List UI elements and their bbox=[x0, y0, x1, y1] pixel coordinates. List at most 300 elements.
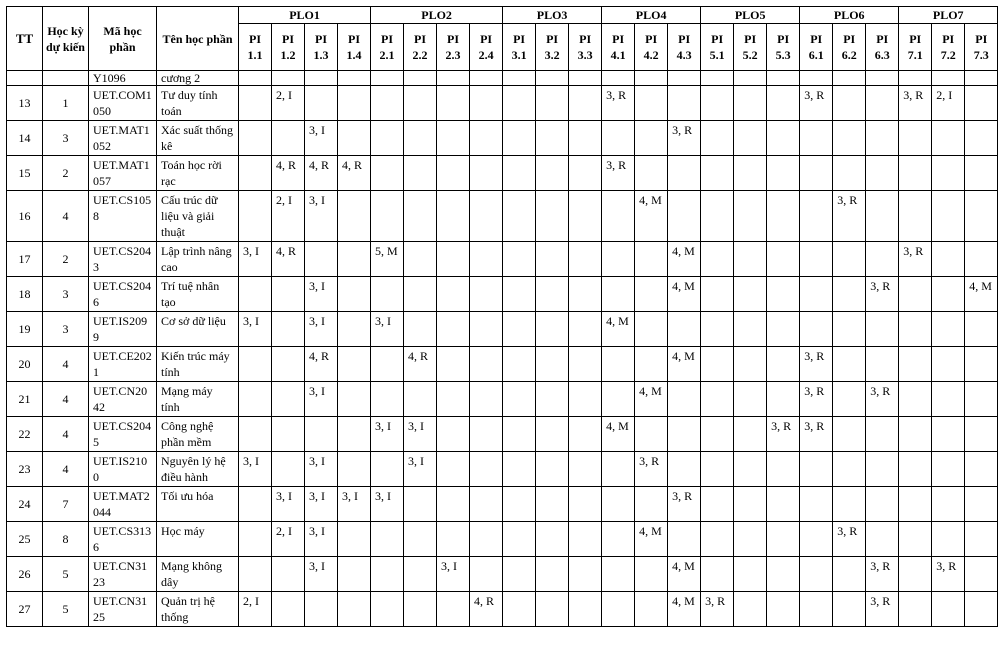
cell-pi-mark bbox=[239, 191, 272, 242]
cell-pi-mark bbox=[932, 522, 965, 557]
cell-pi-mark bbox=[866, 312, 899, 347]
cell-pi-mark bbox=[239, 417, 272, 452]
cell-ten-hoc-phan: Nguyên lý hệ điều hành bbox=[157, 452, 239, 487]
cell-pi-mark: 4, R bbox=[470, 592, 503, 627]
cell-pi-mark bbox=[800, 487, 833, 522]
cell-ten-hoc-phan: Học máy bbox=[157, 522, 239, 557]
cell-pi-mark bbox=[866, 347, 899, 382]
header-pi: PI 2.2 bbox=[404, 24, 437, 71]
cell-pi-mark bbox=[404, 487, 437, 522]
header-plo-group: PLO3 bbox=[503, 7, 602, 24]
cell-pi-mark: 3, R bbox=[635, 452, 668, 487]
cell-pi-mark bbox=[899, 592, 932, 627]
cell-ma-hoc-phan: UET.IS2100 bbox=[89, 452, 157, 487]
cell-pi-mark bbox=[965, 242, 998, 277]
cell-pi-mark bbox=[899, 191, 932, 242]
cell-pi-mark bbox=[470, 156, 503, 191]
cell-pi-mark bbox=[734, 121, 767, 156]
cell-pi-mark: 3, R bbox=[899, 86, 932, 121]
cell-pi-mark bbox=[338, 452, 371, 487]
cell-ma-hoc-phan: UET.MAT1057 bbox=[89, 156, 157, 191]
cell-pi-mark bbox=[371, 592, 404, 627]
cell-pi-mark: 3, R bbox=[767, 417, 800, 452]
cell-pi-mark bbox=[536, 86, 569, 121]
cell-pi-mark: 2, I bbox=[239, 592, 272, 627]
cell-pi-mark: 3, I bbox=[305, 191, 338, 242]
cell-hoc-ky: 2 bbox=[43, 156, 89, 191]
header-pi: PI 1.1 bbox=[239, 24, 272, 71]
cell-hoc-ky: 4 bbox=[43, 452, 89, 487]
cell-pi-mark bbox=[899, 522, 932, 557]
cell-pi-mark bbox=[371, 86, 404, 121]
cell-pi-mark bbox=[767, 557, 800, 592]
cell-pi-mark: 4, R bbox=[305, 156, 338, 191]
cell-pi-mark: 4, M bbox=[602, 312, 635, 347]
cell-pi-mark bbox=[833, 277, 866, 312]
cell-pi-mark bbox=[569, 312, 602, 347]
cell-pi-mark bbox=[602, 347, 635, 382]
cell-pi-mark bbox=[899, 557, 932, 592]
cell-pi-mark bbox=[635, 312, 668, 347]
cell-pi-mark: 3, R bbox=[800, 382, 833, 417]
cell-pi-mark bbox=[602, 191, 635, 242]
cell-pi-mark bbox=[866, 156, 899, 191]
table-row bbox=[7, 592, 998, 627]
cell-pi-mark bbox=[965, 417, 998, 452]
cell-pi-mark bbox=[536, 156, 569, 191]
cell-pi-mark bbox=[932, 121, 965, 156]
cell-pi-empty bbox=[965, 71, 998, 86]
cell-pi-mark bbox=[272, 592, 305, 627]
cell-pi-mark bbox=[701, 417, 734, 452]
cell-pi-mark bbox=[668, 522, 701, 557]
cell-tt: 14 bbox=[7, 121, 43, 156]
header-pi: PI 3.3 bbox=[569, 24, 602, 71]
cell-pi-mark: 3, I bbox=[239, 312, 272, 347]
cell-pi-mark bbox=[503, 487, 536, 522]
cell-pi-mark bbox=[239, 382, 272, 417]
cell-pi-mark bbox=[932, 592, 965, 627]
cell-pi-mark bbox=[767, 382, 800, 417]
cell-hoc-ky: 4 bbox=[43, 382, 89, 417]
cell-ma-hoc-phan: UET.MAT2044 bbox=[89, 487, 157, 522]
cell-pi-empty bbox=[800, 71, 833, 86]
cell-pi-mark bbox=[569, 382, 602, 417]
cell-pi-mark bbox=[569, 487, 602, 522]
cell-pi-mark bbox=[965, 557, 998, 592]
cell-pi-mark bbox=[338, 242, 371, 277]
cell-pi-mark: 3, R bbox=[800, 417, 833, 452]
cell-pi-mark bbox=[404, 277, 437, 312]
cell-pi-mark bbox=[635, 347, 668, 382]
cell-pi-empty bbox=[239, 71, 272, 86]
header-pi: PI 2.4 bbox=[470, 24, 503, 71]
cell-ma-hoc-phan: UET.CS2043 bbox=[89, 242, 157, 277]
cell-ten-hoc-phan: Lập trình nâng cao bbox=[157, 242, 239, 277]
cell-pi-mark: 3, I bbox=[272, 487, 305, 522]
cell-pi-mark bbox=[833, 156, 866, 191]
cell-pi-mark bbox=[470, 557, 503, 592]
cell-pi-mark bbox=[899, 156, 932, 191]
cell-pi-mark bbox=[503, 277, 536, 312]
cell-pi-mark bbox=[932, 347, 965, 382]
cell-pi-mark bbox=[470, 522, 503, 557]
table-row bbox=[7, 557, 998, 592]
cell-ma-hoc-phan: Y1096 bbox=[89, 71, 157, 86]
cell-pi-mark bbox=[932, 191, 965, 242]
cell-pi-mark bbox=[437, 592, 470, 627]
cell-pi-mark bbox=[734, 452, 767, 487]
cell-pi-mark bbox=[371, 452, 404, 487]
cell-pi-mark: 2, I bbox=[272, 86, 305, 121]
cell-pi-mark bbox=[404, 522, 437, 557]
cell-pi-mark: 4, M bbox=[668, 347, 701, 382]
cell-pi-mark bbox=[635, 557, 668, 592]
cell-ma-hoc-phan: UET.COM1050 bbox=[89, 86, 157, 121]
cell-pi-mark: 4, R bbox=[272, 242, 305, 277]
cell-ma-hoc-phan: UET.CS3136 bbox=[89, 522, 157, 557]
cell-ma-hoc-phan: UET.MAT1052 bbox=[89, 121, 157, 156]
cell-ma-hoc-phan: UET.IS2099 bbox=[89, 312, 157, 347]
cell-tt: 20 bbox=[7, 347, 43, 382]
cell-pi-mark bbox=[767, 312, 800, 347]
header-pi: PI 5.2 bbox=[734, 24, 767, 71]
cell-pi-mark bbox=[866, 191, 899, 242]
cell-pi-empty bbox=[470, 71, 503, 86]
table-row bbox=[7, 382, 998, 417]
header-pi: PI 1.2 bbox=[272, 24, 305, 71]
cell-pi-mark bbox=[569, 121, 602, 156]
cell-pi-mark bbox=[734, 86, 767, 121]
cell-pi-mark bbox=[965, 312, 998, 347]
cell-pi-mark bbox=[701, 487, 734, 522]
cell-ten-hoc-phan: Tối ưu hóa bbox=[157, 487, 239, 522]
cell-pi-empty bbox=[668, 71, 701, 86]
cell-pi-mark bbox=[800, 156, 833, 191]
cell-pi-mark bbox=[470, 312, 503, 347]
cell-hoc-ky: 3 bbox=[43, 121, 89, 156]
cell-pi-mark: 3, R bbox=[800, 347, 833, 382]
cell-pi-mark bbox=[833, 417, 866, 452]
cell-pi-mark bbox=[338, 557, 371, 592]
cell-tt: 24 bbox=[7, 487, 43, 522]
cell-pi-empty bbox=[569, 71, 602, 86]
cell-pi-mark bbox=[767, 592, 800, 627]
cell-tt: 21 bbox=[7, 382, 43, 417]
cell-pi-mark bbox=[602, 557, 635, 592]
cell-pi-mark bbox=[239, 557, 272, 592]
cell-pi-mark: 3, I bbox=[371, 417, 404, 452]
cell-pi-mark bbox=[635, 121, 668, 156]
table-row bbox=[7, 86, 998, 121]
cell-pi-mark bbox=[503, 312, 536, 347]
cell-pi-mark bbox=[932, 312, 965, 347]
cell-pi-empty bbox=[866, 71, 899, 86]
cell-pi-mark bbox=[338, 382, 371, 417]
cell-pi-mark bbox=[602, 242, 635, 277]
cell-pi-mark: 4, R bbox=[338, 156, 371, 191]
cell-pi-mark: 4, M bbox=[602, 417, 635, 452]
cell-pi-mark bbox=[503, 191, 536, 242]
cell-pi-mark bbox=[338, 86, 371, 121]
cell-pi-mark bbox=[800, 277, 833, 312]
cell-pi-mark bbox=[734, 382, 767, 417]
cell-pi-mark bbox=[503, 452, 536, 487]
cell-pi-mark: 3, R bbox=[701, 592, 734, 627]
cell-pi-mark bbox=[734, 592, 767, 627]
table-row bbox=[7, 191, 998, 242]
cell-ten-hoc-phan: Công nghệ phần mềm bbox=[157, 417, 239, 452]
cell-tt: 22 bbox=[7, 417, 43, 452]
cell-pi-mark bbox=[866, 417, 899, 452]
cell-pi-mark bbox=[536, 277, 569, 312]
header-tt: TT bbox=[7, 7, 43, 71]
cell-pi-mark bbox=[305, 242, 338, 277]
header-pi: PI 6.2 bbox=[833, 24, 866, 71]
cell-pi-mark bbox=[371, 382, 404, 417]
cell-pi-mark bbox=[701, 347, 734, 382]
cell-pi-mark bbox=[239, 522, 272, 557]
cell-pi-mark bbox=[569, 156, 602, 191]
cell-pi-mark bbox=[569, 86, 602, 121]
cell-pi-mark bbox=[833, 557, 866, 592]
cell-pi-mark bbox=[569, 522, 602, 557]
cell-pi-mark bbox=[503, 86, 536, 121]
cell-pi-mark bbox=[932, 242, 965, 277]
cell-pi-mark: 4, R bbox=[404, 347, 437, 382]
cell-pi-mark bbox=[866, 487, 899, 522]
cell-pi-mark bbox=[668, 312, 701, 347]
cell-pi-mark bbox=[899, 452, 932, 487]
cell-pi-mark: 3, R bbox=[668, 487, 701, 522]
cell-pi-mark bbox=[569, 557, 602, 592]
cell-pi-mark: 3, I bbox=[239, 452, 272, 487]
cell-pi-mark bbox=[800, 452, 833, 487]
cell-pi-mark bbox=[668, 417, 701, 452]
cell-pi-mark bbox=[635, 417, 668, 452]
header-pi: PI 7.3 bbox=[965, 24, 998, 71]
cell-pi-empty bbox=[932, 71, 965, 86]
cell-pi-empty bbox=[305, 71, 338, 86]
cell-pi-mark bbox=[536, 522, 569, 557]
cell-pi-mark bbox=[635, 277, 668, 312]
table-row bbox=[7, 522, 998, 557]
cell-ten-hoc-phan: Mạng máy tính bbox=[157, 382, 239, 417]
cell-pi-mark bbox=[668, 452, 701, 487]
header-pi: PI 3.2 bbox=[536, 24, 569, 71]
cell-pi-mark bbox=[668, 156, 701, 191]
cell-pi-mark bbox=[338, 121, 371, 156]
table-row bbox=[7, 242, 998, 277]
cell-pi-mark bbox=[536, 382, 569, 417]
cell-pi-mark bbox=[569, 347, 602, 382]
cell-pi-mark bbox=[866, 121, 899, 156]
cell-pi-mark bbox=[833, 452, 866, 487]
cell-pi-mark bbox=[272, 347, 305, 382]
cell-pi-mark bbox=[734, 242, 767, 277]
cell-pi-mark bbox=[503, 242, 536, 277]
header-pi: PI 4.3 bbox=[668, 24, 701, 71]
table-body bbox=[7, 71, 998, 627]
cell-pi-mark bbox=[800, 121, 833, 156]
cell-pi-mark bbox=[272, 382, 305, 417]
cell-pi-mark bbox=[668, 382, 701, 417]
cell-pi-mark bbox=[833, 242, 866, 277]
cell-pi-mark bbox=[602, 452, 635, 487]
cell-pi-mark bbox=[437, 242, 470, 277]
cell-pi-mark: 3, I bbox=[437, 557, 470, 592]
cell-pi-mark bbox=[767, 156, 800, 191]
header-pi: PI 2.1 bbox=[371, 24, 404, 71]
cell-pi-mark bbox=[767, 86, 800, 121]
cell-pi-mark bbox=[404, 242, 437, 277]
cell-pi-mark bbox=[536, 242, 569, 277]
cell-pi-mark: 3, R bbox=[866, 382, 899, 417]
cell-pi-mark bbox=[371, 522, 404, 557]
cell-pi-mark bbox=[437, 86, 470, 121]
cell-pi-mark bbox=[470, 242, 503, 277]
table-row-partial bbox=[7, 71, 998, 86]
cell-pi-mark: 3, I bbox=[305, 522, 338, 557]
cell-pi-mark: 4, M bbox=[668, 592, 701, 627]
cell-pi-mark bbox=[767, 191, 800, 242]
cell-pi-mark bbox=[701, 557, 734, 592]
cell-pi-mark: 3, R bbox=[932, 557, 965, 592]
cell-tt: 19 bbox=[7, 312, 43, 347]
table-row bbox=[7, 156, 998, 191]
cell-pi-mark bbox=[437, 487, 470, 522]
cell-pi-mark bbox=[701, 191, 734, 242]
cell-pi-mark bbox=[338, 592, 371, 627]
cell-pi-mark bbox=[569, 592, 602, 627]
cell-pi-mark: 3, I bbox=[338, 487, 371, 522]
cell-pi-mark bbox=[833, 592, 866, 627]
cell-ma-hoc-phan: UET.CS1058 bbox=[89, 191, 157, 242]
cell-pi-mark bbox=[470, 191, 503, 242]
cell-pi-mark bbox=[404, 156, 437, 191]
cell-pi-mark bbox=[503, 347, 536, 382]
cell-pi-mark bbox=[371, 347, 404, 382]
header-plo-group: PLO7 bbox=[899, 7, 998, 24]
cell-ten-hoc-phan: Xác suất thống kê bbox=[157, 121, 239, 156]
cell-pi-empty bbox=[272, 71, 305, 86]
cell-tt: 23 bbox=[7, 452, 43, 487]
cell-pi-mark bbox=[371, 121, 404, 156]
cell-pi-mark bbox=[965, 382, 998, 417]
header-pi: PI 6.1 bbox=[800, 24, 833, 71]
header-pi: PI 7.2 bbox=[932, 24, 965, 71]
header-pi: PI 1.3 bbox=[305, 24, 338, 71]
cell-pi-mark bbox=[239, 347, 272, 382]
cell-pi-mark bbox=[668, 191, 701, 242]
cell-pi-mark: 3, I bbox=[305, 312, 338, 347]
cell-pi-mark bbox=[734, 522, 767, 557]
cell-pi-mark bbox=[404, 312, 437, 347]
cell-ten-hoc-phan: Cấu trúc dữ liệu và giải thuật bbox=[157, 191, 239, 242]
cell-pi-mark bbox=[569, 277, 602, 312]
cell-pi-mark bbox=[767, 121, 800, 156]
cell-pi-mark bbox=[569, 452, 602, 487]
cell-hoc-ky: 3 bbox=[43, 312, 89, 347]
cell-pi-mark bbox=[470, 452, 503, 487]
cell-pi-mark bbox=[470, 382, 503, 417]
cell-pi-mark bbox=[635, 86, 668, 121]
cell-pi-mark bbox=[602, 592, 635, 627]
cell-pi-mark: 2, I bbox=[272, 191, 305, 242]
cell-pi-mark bbox=[800, 522, 833, 557]
cell-pi-mark bbox=[272, 312, 305, 347]
cell-pi-mark bbox=[701, 522, 734, 557]
cell-pi-mark bbox=[767, 347, 800, 382]
cell-pi-mark: 3, R bbox=[866, 557, 899, 592]
table-row bbox=[7, 277, 998, 312]
cell-pi-mark bbox=[701, 452, 734, 487]
cell-ma-hoc-phan: UET.CN3125 bbox=[89, 592, 157, 627]
cell-pi-empty bbox=[635, 71, 668, 86]
cell-pi-mark bbox=[239, 277, 272, 312]
header-plo-group: PLO6 bbox=[800, 7, 899, 24]
header-ma-hoc-phan: Mã học phần bbox=[89, 7, 157, 71]
cell-pi-mark bbox=[602, 487, 635, 522]
cell-pi-mark bbox=[338, 347, 371, 382]
cell-ma-hoc-phan: UET.CS2045 bbox=[89, 417, 157, 452]
cell-pi-mark bbox=[899, 277, 932, 312]
cell-pi-mark bbox=[800, 242, 833, 277]
cell-pi-mark: 3, R bbox=[833, 191, 866, 242]
cell-ma-hoc-phan: UET.CE2021 bbox=[89, 347, 157, 382]
cell-pi-mark bbox=[404, 557, 437, 592]
cell-pi-mark bbox=[932, 417, 965, 452]
cell-pi-mark bbox=[932, 487, 965, 522]
cell-pi-mark bbox=[338, 417, 371, 452]
cell-tt: 17 bbox=[7, 242, 43, 277]
header-pi: PI 4.2 bbox=[635, 24, 668, 71]
cell-pi-mark bbox=[800, 312, 833, 347]
cell-pi-mark bbox=[965, 86, 998, 121]
cell-tt: 18 bbox=[7, 277, 43, 312]
cell-pi-mark bbox=[371, 156, 404, 191]
table-header bbox=[7, 7, 998, 71]
cell-pi-mark bbox=[734, 312, 767, 347]
cell-ten-hoc-phan: Toán học rời rạc bbox=[157, 156, 239, 191]
cell-pi-mark bbox=[305, 592, 338, 627]
cell-pi-mark bbox=[899, 312, 932, 347]
cell-pi-mark bbox=[701, 156, 734, 191]
cell-pi-mark: 3, I bbox=[305, 121, 338, 156]
header-pi: PI 2.3 bbox=[437, 24, 470, 71]
cell-hoc-ky: 1 bbox=[43, 86, 89, 121]
cell-pi-empty bbox=[338, 71, 371, 86]
cell-pi-mark bbox=[899, 487, 932, 522]
cell-pi-mark bbox=[701, 242, 734, 277]
header-plo-group: PLO4 bbox=[602, 7, 701, 24]
cell-pi-mark: 4, R bbox=[305, 347, 338, 382]
cell-pi-mark bbox=[503, 522, 536, 557]
cell-pi-mark bbox=[899, 382, 932, 417]
cell-pi-mark bbox=[602, 382, 635, 417]
cell-pi-mark bbox=[536, 191, 569, 242]
cell-pi-mark bbox=[899, 121, 932, 156]
cell-pi-mark bbox=[437, 347, 470, 382]
cell-pi-empty bbox=[833, 71, 866, 86]
cell-pi-mark: 3, R bbox=[833, 522, 866, 557]
cell-pi-mark bbox=[767, 242, 800, 277]
cell-pi-mark bbox=[965, 121, 998, 156]
cell-pi-mark bbox=[833, 487, 866, 522]
cell-pi-mark bbox=[371, 191, 404, 242]
cell-pi-empty bbox=[734, 71, 767, 86]
cell-pi-mark bbox=[635, 592, 668, 627]
